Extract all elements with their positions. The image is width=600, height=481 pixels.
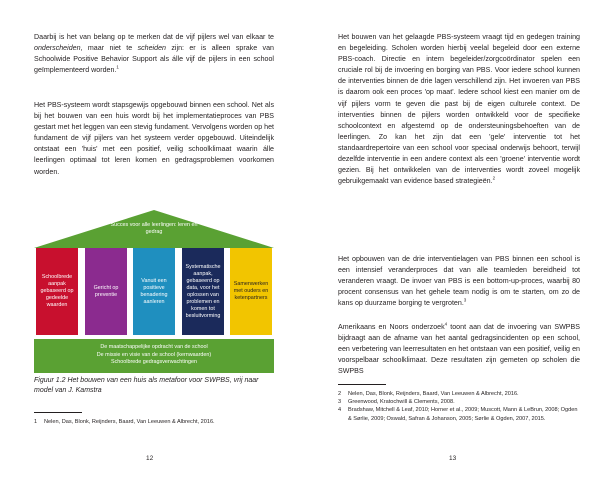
footnote-ref-2[interactable]: 2 xyxy=(492,175,496,181)
foundation-line-2: De missie en visie van de school (kernwaarden) xyxy=(96,351,212,358)
right-paragraph-1: Het bouwen van het gelaagde PBS-systeem vraagt tijd en gedegen training en begeleiding. Scholen worden hierbij veelal begeleid door een externe PBS-coach. Directie en intern begeleider/zorgcoördinator spelen een cruciale rol bij de invoering en borging van PBS. Voor iedere school kunnen de interventies binnen de drie lagen verschillend zijn. Het invoeren van PBS is daarom ook een proces 'op maat'. Iedere school kiest een manier om de vijf pijlers vorm te geven die past bij de eigen culturele context. De interventies binnen de pijlers worden ontwikkeld voor de specifieke schoolcontext en afgestemd op de ondersteuningsbehoeften van de leerlingen. Zo kan het zijn dat een 'gele' interventie tot het standaardrepertoire van een school voor speciaal onderwijs behoort, terwijl dezelfde interventie in een andere context als een 'groene' interventie wordt gezien. Bij het ontwikkelen van de interventies wordt zoveel mogelijk gebruikgemaakt van evidence based strategieën.$^2$ xyxy=(338,33,580,186)
figure-caption: Figuur 1.2 Het bouwen van een huis als metafoor voor SWPBS, vrij naar model van J. Kamstra xyxy=(34,377,259,394)
roof-label: Succes voor alle leerlingen: leren en gedrag xyxy=(110,222,198,235)
footnote-4: 4 Bradshaw, Mitchell & Leaf, 2010; Horner et al., 2009; Muscott, Mann & LeBrun, 2008; Ogden & Sørlie, 2009; Oswald, Safran & Johanson, 2005; Sørlie & Ogden, 2007, 2015. xyxy=(338,407,578,422)
footnote-2: 2 Nelen, Das, Blonk, Reijnders, Baard, Van Leeuwen & Albrecht, 2016. xyxy=(338,391,519,397)
pillar-data-driven: Systematische aanpak, gebaseerd op data, voor het oplossen van problemen en komen tot besluitvorming xyxy=(182,248,224,335)
emphasis-onderscheiden: onderscheiden xyxy=(34,44,81,53)
house-foundation xyxy=(34,339,274,373)
swpbs-house-figure xyxy=(34,210,274,374)
page-number-left: 12 xyxy=(146,455,154,462)
right-paragraph-2: Het opbouwen van de drie interventielagen van PBS binnen een school is een intensief veranderproces dat van alle teamleden bereidheid tot veranderen vraagt. De invoer van PBS is een bottom-up-proces, waarbij 80 procent consensus van het gehele team nodig is om te starten, om zo de kans op duurzame borging te vergroten.$^3$ xyxy=(338,255,580,308)
left-paragraph-1: Daarbij is het van belang op te merken dat de vijf pijlers wel van elkaar te onderscheiden, maar niet te scheiden zijn: er is alleen sprake van Schoolwide Positive Behavior Support als álle vijf de pijlers in een school geïmplementeerd worden.$^1$ xyxy=(34,33,274,75)
footnote-1: 1 Nelen, Das, Blonk, Reijnders, Baard, Van Leeuwen & Albrecht, 2016. xyxy=(34,419,215,425)
footnote-3: 3 Greenwood, Kratochwill & Clements, 2008. xyxy=(338,399,455,406)
emphasis-scheiden: scheiden xyxy=(137,44,166,53)
footnote-ref-1[interactable]: 1 xyxy=(116,64,119,70)
right-footnotes xyxy=(338,390,580,423)
left-footnote-rule xyxy=(34,412,82,413)
foundation-line-3: Schoolbrede gedragsverwachtingen xyxy=(110,359,197,366)
footnote-ref-4[interactable]: 4 xyxy=(444,321,448,327)
pillar-partnership: Samenwerken met ouders en ketenpartners xyxy=(230,248,272,335)
foundation-line-1: De maatschappelijke opdracht van de school xyxy=(100,344,208,350)
pillar-prevention: Gericht op preventie xyxy=(85,248,127,335)
pillar-positive-teaching: Vanuit een positieve benadering aanleren xyxy=(133,248,175,335)
house-pillars xyxy=(34,248,274,335)
left-footnotes xyxy=(34,418,274,426)
pillar-schoolwide: Schoolbrede aanpak gebaseerd op gedeelde waarden xyxy=(36,248,78,335)
right-paragraph-3: Amerikaans en Noors onderzoek$^4$ toont aan dat de invoering van SWPBS bijdraagt aan de afname van het aantal gedragsincidenten op een school, een verbetering van leerresultaten en het ontstaan van een positief, veilig en voorspelbaar schoolklimaat. Deze resultaten zijn gemeten op scholen die SWPBS xyxy=(338,321,580,376)
footnote-ref-3[interactable]: 3 xyxy=(463,298,467,304)
right-footnote-rule xyxy=(338,384,386,385)
left-paragraph-2: Het PBS-systeem wordt stapsgewijs opgebouwd binnen een school. Net als bij het bouwen van een huis wordt bij het implementatieproces van PBS gestart met het leggen van een stevig fundament. Vervolgens worden op het fundament de vijf pijlers van het systeem verder opgebouwd. Uiteindelijk ontstaat een 'huis' met een positief, veilig schoolklimaat waarin álle leerlingen optimaal tot leren komen en gedragsproblemen voorkomen worden. xyxy=(34,101,274,176)
page-number-right: 13 xyxy=(449,455,457,462)
